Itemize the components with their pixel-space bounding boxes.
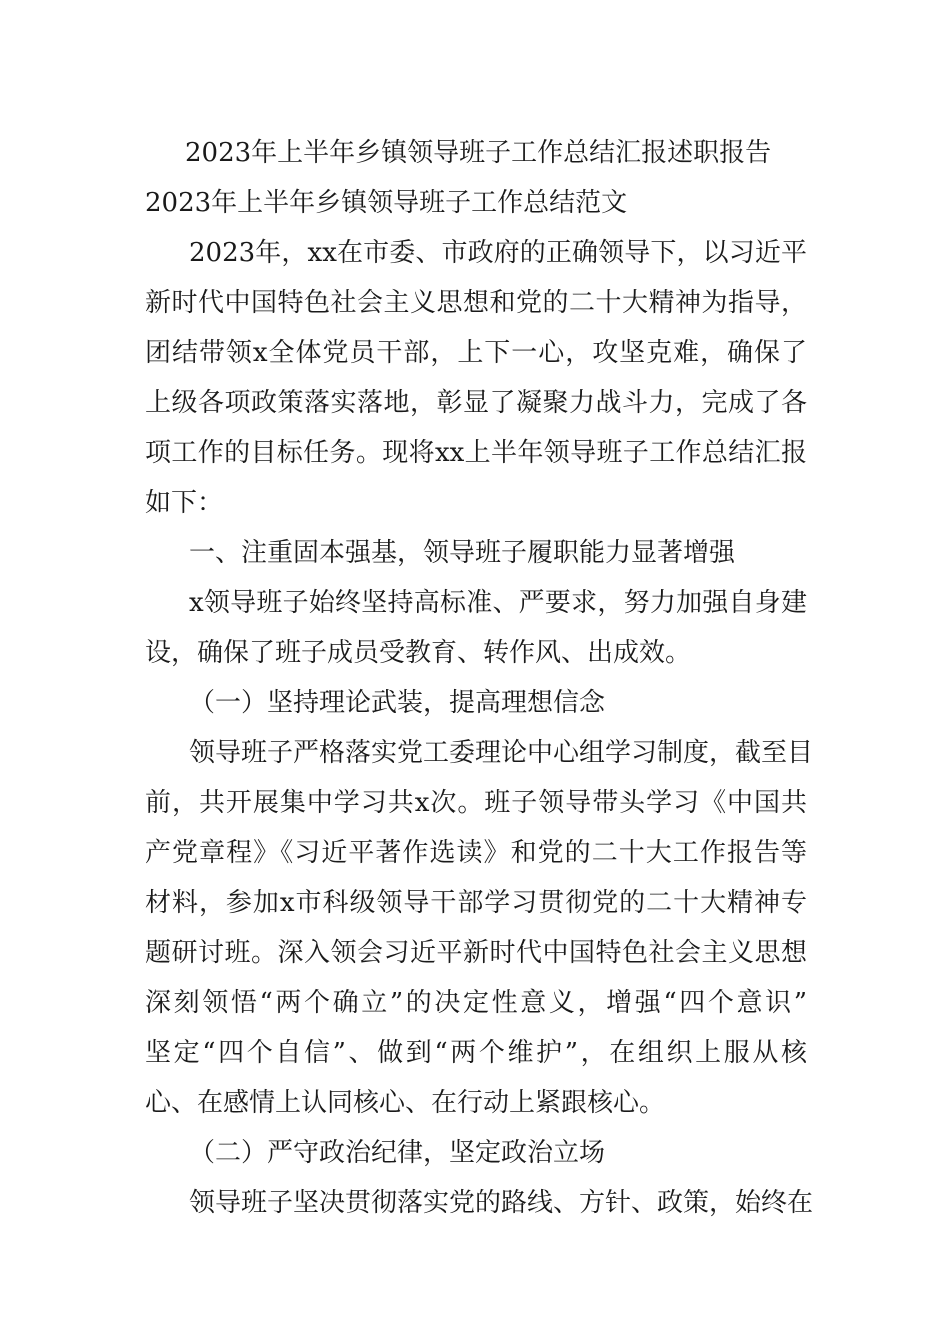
paragraph-line: 题研讨班。深入领会习近平新时代中国特色社会主义思想 bbox=[145, 938, 807, 968]
paragraph-line: 设，确保了班子成员受教育、转作风、出成效。 bbox=[145, 638, 692, 668]
paragraph-line: 项工作的目标任务。现将xx上半年领导班子工作总结汇报 bbox=[145, 438, 807, 468]
section-heading-1: 一、注重固本强基，领导班子履职能力显著增强 bbox=[189, 538, 736, 568]
document-subtitle: 2023年上半年乡镇领导班子工作总结范文 bbox=[145, 188, 628, 218]
paragraph-line: 团结带领x全体党员干部，上下一心，攻坚克难，确保了 bbox=[145, 338, 807, 368]
document-body bbox=[145, 128, 814, 1228]
paragraph-line: 2023年，xx在市委、市政府的正确领导下，以习近平 bbox=[189, 238, 807, 268]
subsection-heading-2: （二）严守政治纪律，坚定政治立场 bbox=[189, 1138, 606, 1168]
paragraph-line: 坚定“四个自信”、做到“两个维护”，在组织上服从核 bbox=[145, 1038, 807, 1068]
paragraph-line: 新时代中国特色社会主义思想和党的二十大精神为指导， bbox=[145, 288, 807, 318]
paragraph-line: 领导班子严格落实党工委理论中心组学习制度，截至目 bbox=[189, 738, 814, 768]
paragraph-line: 产党章程》《习近平著作选读》和党的二十大工作报告等 bbox=[145, 838, 807, 868]
paragraph-line: 材料，参加x市科级领导干部学习贯彻党的二十大精神专 bbox=[145, 888, 807, 918]
paragraph-line: x领导班子始终坚持高标准、严要求，努力加强自身建 bbox=[189, 588, 807, 618]
paragraph-line: 领导班子坚决贯彻落实党的路线、方针、政策，始终在 bbox=[189, 1188, 814, 1218]
paragraph-line: 心、在感情上认同核心、在行动上紧跟核心。 bbox=[145, 1088, 666, 1118]
paragraph-line: 如下： bbox=[145, 488, 224, 518]
paragraph-line: 深刻领悟“两个确立”的决定性意义，增强“四个意识” bbox=[145, 988, 807, 1018]
paragraph-line: 上级各项政策落实落地，彰显了凝聚力战斗力，完成了各 bbox=[145, 388, 807, 418]
paragraph-line: 前，共开展集中学习共x次。班子领导带头学习《中国共 bbox=[145, 788, 807, 818]
subsection-heading-1: （一）坚持理论武装，提高理想信念 bbox=[189, 688, 606, 718]
document-title: 2023年上半年乡镇领导班子工作总结汇报述职报告 bbox=[185, 138, 772, 168]
